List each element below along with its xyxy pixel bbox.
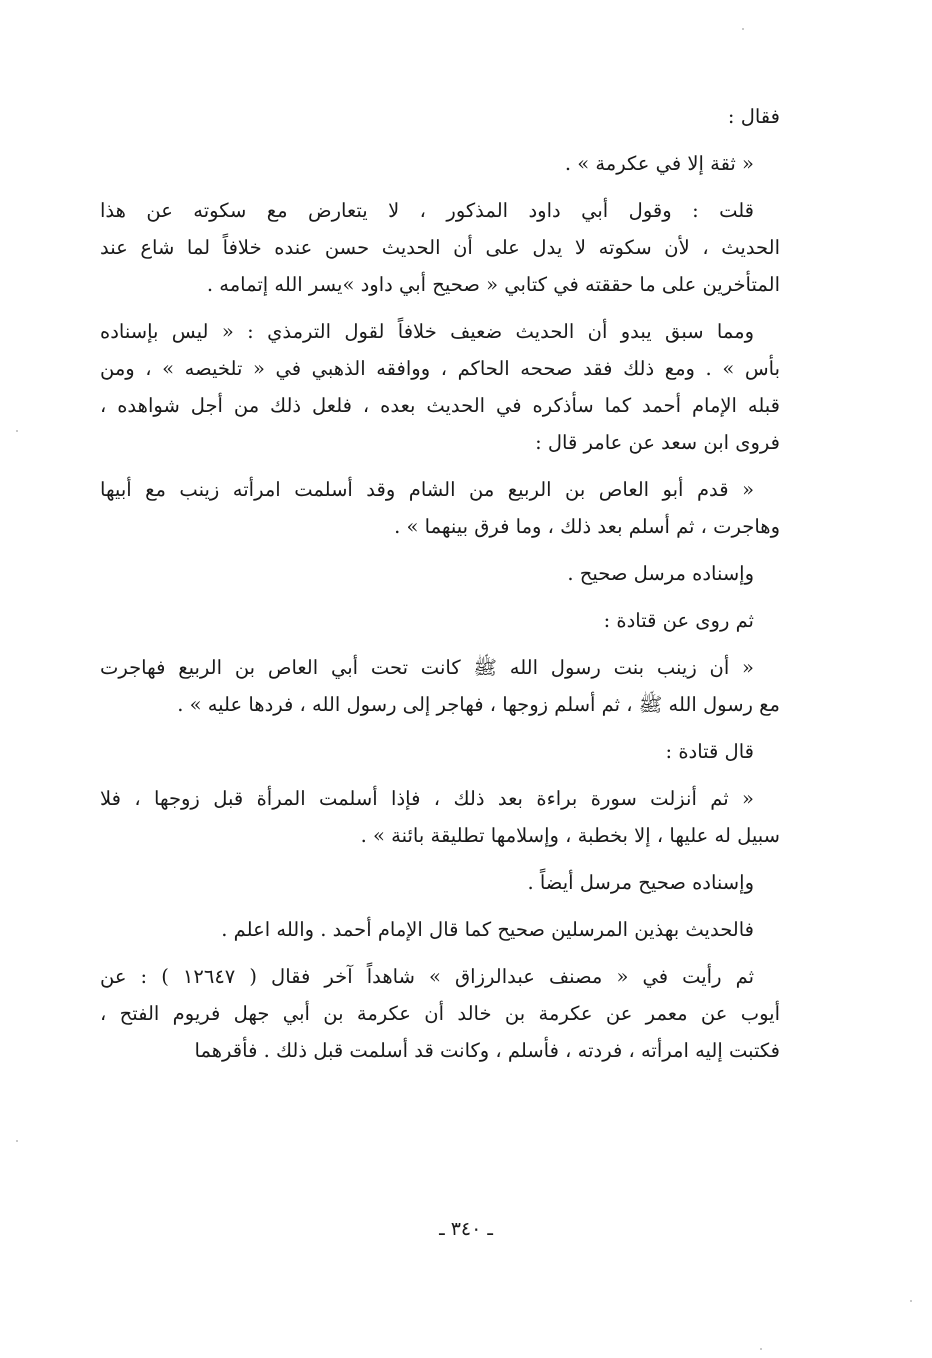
paragraph [100,98,780,135]
paragraph [100,313,780,461]
text-line: بأس » . ومع ذلك فقد صححه الحاكم ، ووافقه الذهبي في « تلخيصه » ، ومن [100,357,780,380]
paragraph [100,471,780,545]
text-line: « قدم أبو العاص بن الربيع من الشام وقد أسلمت امرأته زينب مع أبيها [100,478,754,501]
paragraph [100,780,780,854]
text-line: ثم روى عن قتادة : [603,609,754,632]
text-line: فقال : [727,105,780,128]
body-text [100,98,780,1079]
text-line: « ثم أنزلت سورة براءة بعد ذلك ، فإذا أسلمت المرأة قبل زوجها ، فلا [100,787,754,810]
text-line: ثم رأيت في « مصنف عبدالرزاق » شاهداً آخر فقال ( ١٢٦٤٧ ) : عن [100,965,755,988]
scan-speck [16,1140,18,1142]
paragraph [100,602,780,639]
text-line: الحديث ، لأن سكوته لا يدل على أن الحديث حسن عنده خلافاً لما شاع عند [100,236,780,259]
text-line: فروى ابن سعد عن عامر قال : [535,431,780,454]
text-line: فالحديث بهذين المرسلين صحيح كما قال الإمام أحمد . والله اعلم . [221,918,754,941]
text-line: وإسناده صحيح مرسل أيضاً . [527,871,754,894]
text-line: ومما سبق يبدو أن الحديث ضعيف خلافاً لقول الترمذي : « ليس بإسناده [100,320,754,343]
paragraph [100,192,780,303]
paragraph [100,649,780,723]
text-line: المتأخرين على ما حققته في كتابي « صحيح أبي داود »يسر الله إتمامه . [206,273,780,296]
text-line: « ثقة إلا في عكرمة » . [564,152,754,175]
page-number: ـ ٣٤٠ ـ [439,1218,493,1240]
scan-speck [760,1348,762,1350]
paragraph [100,911,780,948]
text-line: وهاجرت ، ثم أسلم بعد ذلك ، وما فرق بينهما » . [394,515,780,538]
text-line: « أن زينب بنت رسول الله ﷺ كانت تحت أبي العاص بن الربيع فهاجرت [100,656,754,679]
text-line: مع رسول الله ﷺ ، ثم أسلم زوجها ، فهاجر إلى رسول الله ، فردها عليه » . [177,693,780,716]
paragraph [100,145,780,182]
paragraph [100,733,780,770]
text-line: قال قتادة : [665,740,754,763]
paragraph [100,864,780,901]
paragraph [100,555,780,592]
text-line: وإسناده مرسل صحيح . [567,562,754,585]
scan-speck [910,1300,912,1302]
text-line: فكتبت إليه امرأته ، فردته ، فأسلم ، وكانت قد أسلمت قبل ذلك . فأقرهما [194,1039,780,1062]
text-line: قلت : وقول أبي داود المذكور ، لا يتعارض مع سكوته عن هذا [100,199,754,222]
text-line: أيوب عن معمر عن عكرمة بن خالد أن عكرمة بن أبي جهل فريوم الفتح ، [100,1002,780,1025]
paragraph [100,958,780,1069]
scan-speck [16,430,18,432]
text-line: قبله الإمام أحمد كما سأذكره في الحديث بعده ، فلعل ذلك من أجل شواهده ، [100,394,780,417]
text-line: سبيل له عليها ، إلا بخطبة ، وإسلامها تطليقة بائنة » . [360,824,780,847]
scan-speck [742,28,744,30]
